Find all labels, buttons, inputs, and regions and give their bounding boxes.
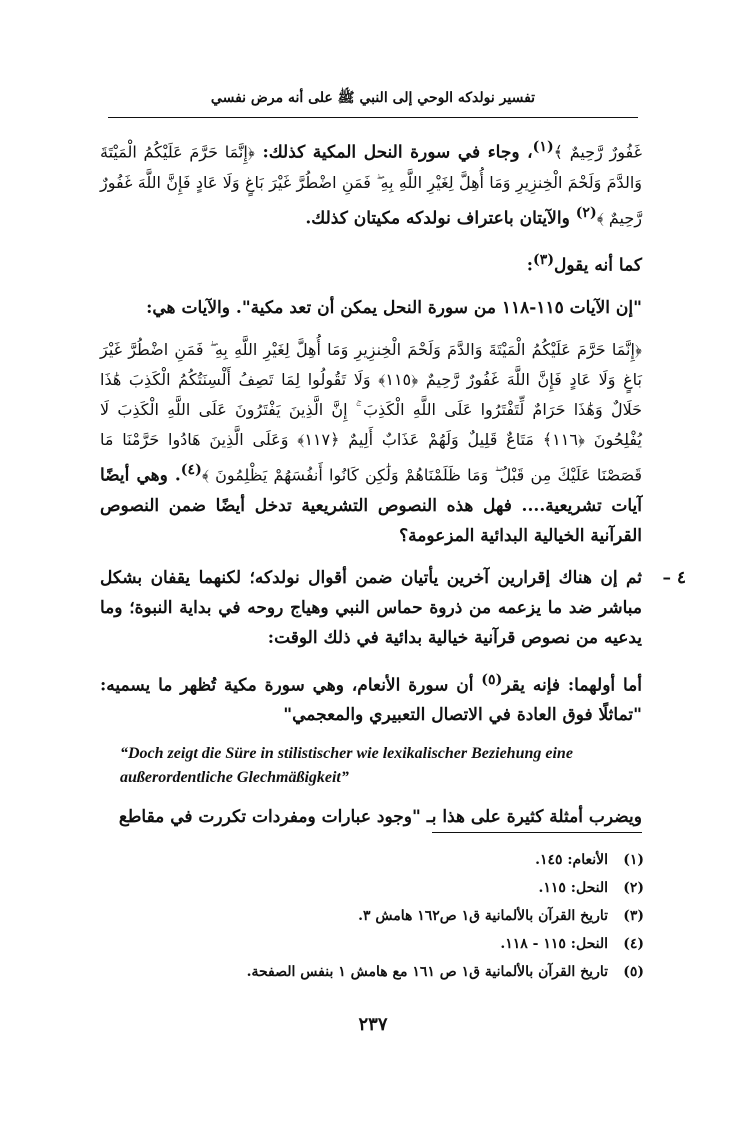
- footnote-number: (٤): [623, 936, 644, 952]
- footnote-rule: [432, 832, 642, 833]
- footnote: [230, 930, 644, 958]
- footnote-ref[interactable]: (٣): [533, 252, 555, 269]
- paragraph-text: والآيتان باعتراف نولدكه مكيتان كذلك.: [305, 208, 576, 229]
- page-number: ٢٣٧: [358, 1014, 388, 1035]
- footnote-text: النحل: ١١٥.: [538, 880, 608, 896]
- item-number: ٤ –: [662, 567, 686, 588]
- quran-quote: ﴿إِنَّمَا حَرَّمَ عَلَيْكُمُ الْمَيْتَةَ وَالدَّمَ وَلَحْمَ الْخِنزِيرِ وَمَا أُهِلَّ لِغَيْرِ اللَّهِ بِهِ ۖ فَمَنِ اضْطُرَّ غَيْرَ بَاغٍ وَلَا عَادٍ فَإِنَّ اللَّهَ غَفُورٌ رَّحِيمٌ ﴿١١٥﴾ وَلَا تَقُولُوا لِمَا تَصِفُ أَلْسِنَتُكُمُ الْكَذِبَ هَٰذَا حَلَالٌ وَهَٰذَا حَرَامٌ لِّتَفْتَرُوا عَلَى اللَّهِ الْكَذِبَ ۚ إِنَّ الَّذِينَ يَفْتَرُونَ عَلَى اللَّهِ الْكَذِبَ لَا يُفْلِحُونَ ﴿١١٦﴾ مَتَاعٌ قَلِيلٌ وَلَهُمْ عَذَابٌ أَلِيمٌ ﴿١١٧﴾ وَعَلَى الَّذِينَ هَادُوا حَرَّمْنَا مَا قَصَصْنَا عَلَيْكَ مِن قَبْلُ ۖ وَمَا ظَلَمْنَاهُمْ وَلَٰكِن كَانُوا أَنفُسَهُمْ يَظْلِمُونَ ﴾: [100, 339, 643, 485]
- paragraph-3: "إن الآيات ١١٥-١١٨ من سورة النحل يمكن أن تعد مكية". والآيات هي:: [146, 297, 642, 318]
- footnote-text: النحل: ١١٥ - ١١٨.: [500, 936, 608, 952]
- main-text: [100, 132, 686, 844]
- footnote-number: (٣): [623, 908, 644, 924]
- header-rule: [108, 117, 638, 118]
- paragraph-text: أن سورة الأنعام، وهي سورة مكية تُظهر ما يسميه: "تماثلًا فوق العادة في الاتصال التعبيري والمعجمي": [100, 675, 642, 726]
- footnote-ref[interactable]: (٤): [180, 461, 202, 478]
- paragraph-text: فإنه يقر: [502, 675, 568, 696]
- footnote-text: تاريخ القرآن بالألمانية ق١ ص ١٦١ مع هامش ١ بنفس الصفحة.: [246, 964, 608, 980]
- footnote-number: (٢): [623, 880, 644, 896]
- footnote: [230, 958, 644, 986]
- footnotes: [230, 846, 644, 986]
- footnote-number: (١): [623, 852, 644, 868]
- running-header: تفسير نولدكه الوحي إلى النبي ﷺ على أنه مرض نفسي: [210, 90, 536, 106]
- paragraph-4: [100, 335, 642, 551]
- paragraph-7: ويضرب أمثلة كثيرة على هذا بـ "وجود عبارات ومفردات تكررت في مقاطع: [118, 807, 642, 828]
- quran-quote: غَفُورٌ رَّحِيمٌ ﴾: [553, 142, 643, 162]
- paragraph-text: ، وجاء في سورة النحل المكية كذلك:: [262, 142, 533, 163]
- numbered-item-4: [100, 563, 686, 653]
- paragraph-6: [100, 665, 642, 731]
- paragraph-text: كما أنه يقول: [554, 255, 642, 276]
- paragraph-2: [100, 245, 642, 281]
- footnote-ref[interactable]: (٢): [575, 204, 597, 221]
- paragraph-1: [100, 132, 642, 233]
- footnote-ref[interactable]: (٥): [481, 671, 503, 688]
- german-quote: “Doch zeigt die Süre in stilistischer wie lexikalischer Beziehung eine außerordentliche Glechmäßigkeit”: [120, 745, 573, 787]
- footnote-number: (٥): [623, 964, 644, 980]
- lead-phrase: أما أولهما:: [567, 675, 642, 696]
- footnote: [230, 846, 644, 874]
- paragraph-text: . وهي أيضًا آيات تشريعية.... فهل هذه النصوص التشريعية تدخل أيضًا ضمن النصوص القرآنية الخيالية البدائية المزعومة؟: [100, 465, 642, 546]
- quran-quote: ﴿إِنَّمَا حَرَّمَ عَلَيْكُمُ الْمَيْتَةَ وَالدَّمَ وَلَحْمَ الْخِنزِيرِ وَمَا أُهِلَّ لِغَيْرِ اللَّهِ بِهِ ۖ فَمَنِ اضْطُرَّ غَيْرَ بَاغٍ وَلَا عَادٍ فَإِنَّ اللَّهَ غَفُورٌ رَّحِيمٌ ﴾: [100, 142, 642, 228]
- footnote: [230, 874, 644, 902]
- footnote-text: الأنعام: ١٤٥.: [535, 852, 608, 868]
- footnote: [230, 902, 644, 930]
- footnote-ref[interactable]: (١): [532, 139, 554, 155]
- paragraph-text: ثم إن هناك إقرارين آخرين يأتيان ضمن أقوال نولدكه؛ لكنهما يقفان بشكل مباشر ضد ما يزعمه من ذروة حماس النبي وهياج روحه في بداية النبوة؛ وما يدعيه من نصوص قرآنية خيالية بدائية في ذلك الوقت:: [100, 567, 642, 648]
- paragraph-text: :: [526, 255, 533, 276]
- footnote-text: تاريخ القرآن بالألمانية ق١ ص١٦٢ هامش ٣.: [358, 908, 608, 924]
